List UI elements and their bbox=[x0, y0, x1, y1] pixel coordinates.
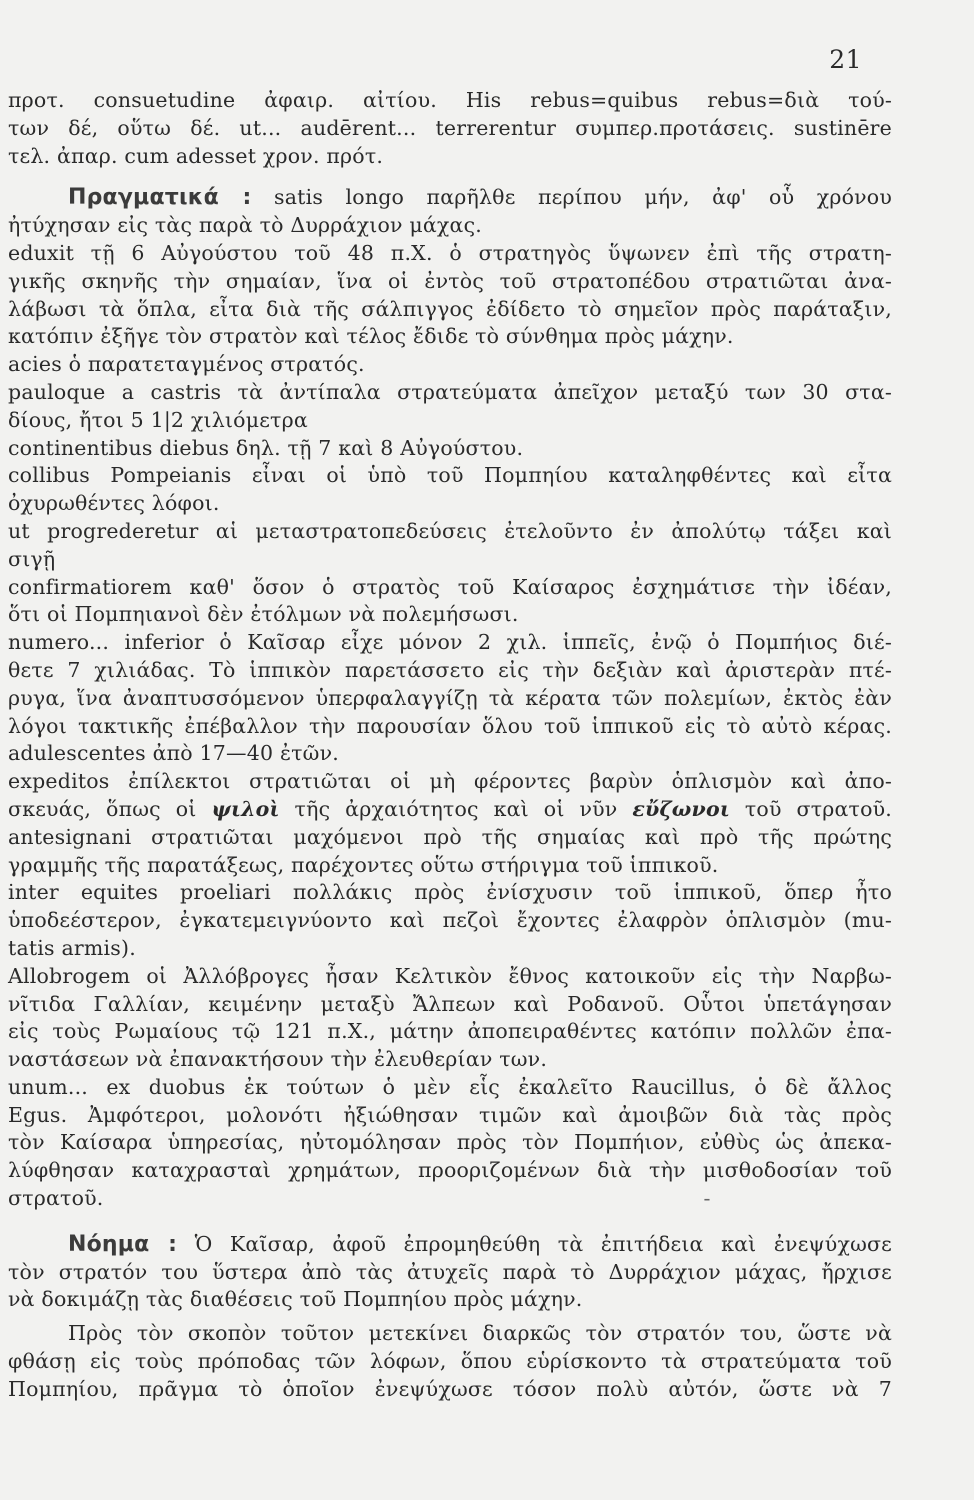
text-line: γραμμῆς τῆς παρατάξεως, παρέχοντες οὕτω στήριγμα τοῦ ἱππικοῦ. bbox=[8, 852, 719, 877]
text-line: λόγοι τακτικῆς ἐπέβαλλον τὴν παρουσίαν ὅλου τοῦ ἱππικοῦ εἰς τὸ αὐτὸ κέρας. bbox=[8, 713, 892, 738]
text-line: Πομπηίου, πρᾶγμα τὸ ὁποῖον ἐνεψύχωσε τόσον πολὺ αὐτόν, ὥστε νὰ 7 bbox=[8, 1376, 892, 1401]
text-line: κατόπιν ἐξῆγε τὸν στρατὸν καὶ τέλος ἔδιδε τὸ σύνθημα πρὸς μάχην. bbox=[8, 324, 734, 349]
text-line: ναστάσεων νὰ ἐπανακτήσουν τὴν ἐλευθερίαν των. bbox=[8, 1047, 548, 1072]
stray-mark: - bbox=[703, 1186, 711, 1211]
text-line: τὸν Καίσαρα ὑπηρεσίας, ηὐτομόλησαν πρὸς τὸν Πομπήιον, εὐθὺς ὡς ἀπεκα- bbox=[8, 1130, 892, 1155]
text-line: ὀχυρωθέντες λόφοι. bbox=[8, 491, 220, 516]
text-line: pauloque a castris τὰ ἀντίπαλα στρατεύματα ἀπεῖχον μεταξύ των 30 στα- bbox=[8, 379, 892, 404]
text-line: προτ. consuetudine ἀφαιρ. αἰτίου. His rebus=quibus rebus=διὰ τού- bbox=[8, 88, 892, 112]
text-line: σιγῇ bbox=[8, 546, 56, 571]
section-heading-pragmatika: Πραγματικά : bbox=[68, 185, 252, 211]
pragmatika-section bbox=[8, 184, 892, 1212]
text-line: θετε 7 χιλιάδας. Τὸ ἱππικὸν παρετάσσετο εἰς τὴν δεξιὰν καὶ ἀριστερὰν πτέ- bbox=[8, 657, 892, 682]
text-line: στρατοῦ. - bbox=[8, 1186, 711, 1211]
text-line: tatis armis). bbox=[8, 935, 136, 960]
text-line: collibus Pompeianis εἶναι οἱ ὑπὸ τοῦ Πομπηίου καταληφθέντες καὶ εἶτα bbox=[8, 463, 892, 488]
text-line: eduxit τῇ 6 Αὐγούστου τοῦ 48 π.Χ. ὁ στρατηγὸς ὕψωνεν ἐπὶ τῆς στρατη- bbox=[8, 240, 892, 265]
text-line: unum... ex duobus ἐκ τούτων ὁ μὲν εἷς ἐκαλεῖτο Raucillus, ὁ δὲ ἄλλος bbox=[8, 1074, 892, 1099]
text-line: σκευάς, ὅπως οἱ ψιλοὶ τῆς ἀρχαιότητος καὶ οἱ νῦν εὔζωνοι τοῦ στρατοῦ. bbox=[8, 796, 893, 821]
text-line: τὸν στρατόν του ὕστερα ἀπὸ τὰς ἀτυχεῖς παρὰ τὸ Δυρράχιον μάχας, ἤρχισε bbox=[8, 1259, 892, 1284]
emphasis-term: εὔζωνοι bbox=[632, 796, 730, 821]
text-line: numero... inferior ὁ Καῖσαρ εἶχε μόνον 2 χιλ. ἱππεῖς, ἐνῷ ὁ Πομπήιος διέ- bbox=[8, 630, 892, 655]
page-text bbox=[8, 87, 892, 1404]
text-line: τελ. ἀπαρ. cum adesset χρον. πρότ. bbox=[8, 143, 384, 168]
text-line: δίους, ἤτοι 5 1|2 χιλιόμετρα bbox=[8, 407, 308, 432]
text-line: ὅτι οἱ Πομπηιανοὶ δὲν ἐτόλμων νὰ πολεμήσωσι. bbox=[8, 602, 519, 627]
text-line: Πρὸς τὸν σκοπὸν τοῦτον μετεκίνει διαρκῶς τὸν στρατόν του, ὥστε νὰ bbox=[68, 1321, 892, 1346]
text-line: λάβωσι τὰ ὅπλα, εἶτα διὰ τῆς σάλπιγγος ἐδίδετο τὸ σημεῖον πρὸς παράταξιν, bbox=[8, 296, 892, 321]
text-line: των δέ, οὕτω δέ. ut... audērent... terrerentur συμπερ.προτάσεις. sustinēre bbox=[8, 115, 892, 140]
text-line: ὑποδεέστερον, ἐγκατεμειγνύοντο καὶ πεζοὶ ἔχοντες ἐλαφρὸν ὁπλισμὸν (mu- bbox=[8, 908, 892, 933]
text-line: Πραγματικά : satis longo παρῆλθε περίπου μήν, ἀφ' οὗ χρόνου bbox=[68, 185, 893, 211]
page-number: 21 bbox=[829, 45, 862, 74]
text-line: φθάσῃ εἰς τοὺς πρόποδας τῶν λόφων, ὅπου εὑρίσκοντο τὰ στρατεύματα τοῦ bbox=[8, 1349, 892, 1374]
text-line: Allobrogem οἱ Ἀλλόβρογες ἦσαν Κελτικὸν ἔθνος κατοικοῦν εἰς τὴν Ναρβω- bbox=[8, 963, 892, 988]
text-line: νὰ δοκιμάζῃ τὰς διαθέσεις τοῦ Πομπηίου πρὸς μάχην. bbox=[8, 1287, 583, 1312]
text-line: Νόημα : Ὁ Καῖσαρ, ἀφοῦ ἐπρομηθεύθη τὰ ἐπιτήδεια καὶ ἐνεψύχωσε bbox=[68, 1231, 893, 1257]
emphasis-term: ψιλοὶ bbox=[211, 796, 280, 821]
text-line: confirmatiorem καθ' ὅσον ὁ στρατὸς τοῦ Καίσαρος ἐσχημάτισε τὴν ἰδέαν, bbox=[8, 574, 892, 599]
text-line: inter equites proeliari πολλάκις πρὸς ἐνίσχυσιν τοῦ ἱππικοῦ, ὅπερ ἦτο bbox=[8, 880, 892, 905]
text-line: ρυγα, ἵνα ἀναπτυσσόμενον ὑπερφαλαγγίζῃ τὰ κέρατα τῶν πολεμίων, ἐκτὸς ἐὰν bbox=[8, 685, 892, 710]
vocab-notes bbox=[8, 87, 892, 170]
text-line: acies ὁ παρατεταγμένος στρατός. bbox=[8, 352, 365, 377]
text-line: εἰς τοὺς Ρωμαίους τῷ 121 π.Χ., μάτην ἀποπειραθέντες κατόπιν πολλῶν ἐπα- bbox=[8, 1019, 892, 1044]
text-line: ut progrederetur αἱ μεταστρατοπεδεύσεις ἐτελοῦντο ἐν ἀπολύτῳ τάξει καὶ bbox=[8, 518, 892, 543]
noima-section bbox=[8, 1231, 892, 1404]
text-line: γικῆς σκηνῆς τὴν σημαίαν, ἵνα οἱ ἐντὸς τοῦ στρατοπέδου στρατιῶται ἀνα- bbox=[8, 268, 892, 293]
text-line: λύφθησαν καταχρασταὶ χρημάτων, προοριζομένων διὰ τὴν μισθοδοσίαν τοῦ bbox=[8, 1158, 892, 1183]
text-line: Egus. Ἀμφότεροι, μολονότι ἠξιώθησαν τιμῶν καὶ ἀμοιβῶν διὰ τὰς πρὸς bbox=[8, 1102, 892, 1127]
text-line: ἠτύχησαν εἰς τὰς παρὰ τὸ Δυρράχιον μάχας. bbox=[8, 213, 482, 238]
text-line: expeditos ἐπίλεκτοι στρατιῶται οἱ μὴ φέροντες βαρὺν ὁπλισμὸν καὶ ἀπο- bbox=[8, 769, 892, 794]
text-line: antesignani στρατιῶται μαχόμενοι πρὸ τῆς σημαίας καὶ πρὸ τῆς πρώτης bbox=[8, 824, 892, 849]
text-line: adulescentes ἀπὸ 17—40 ἐτῶν. bbox=[8, 741, 339, 766]
text-line: continentibus diebus δηλ. τῇ 7 καὶ 8 Αὐγούστου. bbox=[8, 435, 524, 460]
section-heading-noima: Νόημα : bbox=[68, 1231, 178, 1257]
text-line: νῖτιδα Γαλλίαν, κειμένην μεταξὺ Ἄλπεων καὶ Ροδανοῦ. Οὗτοι ὑπετάγησαν bbox=[8, 991, 892, 1016]
